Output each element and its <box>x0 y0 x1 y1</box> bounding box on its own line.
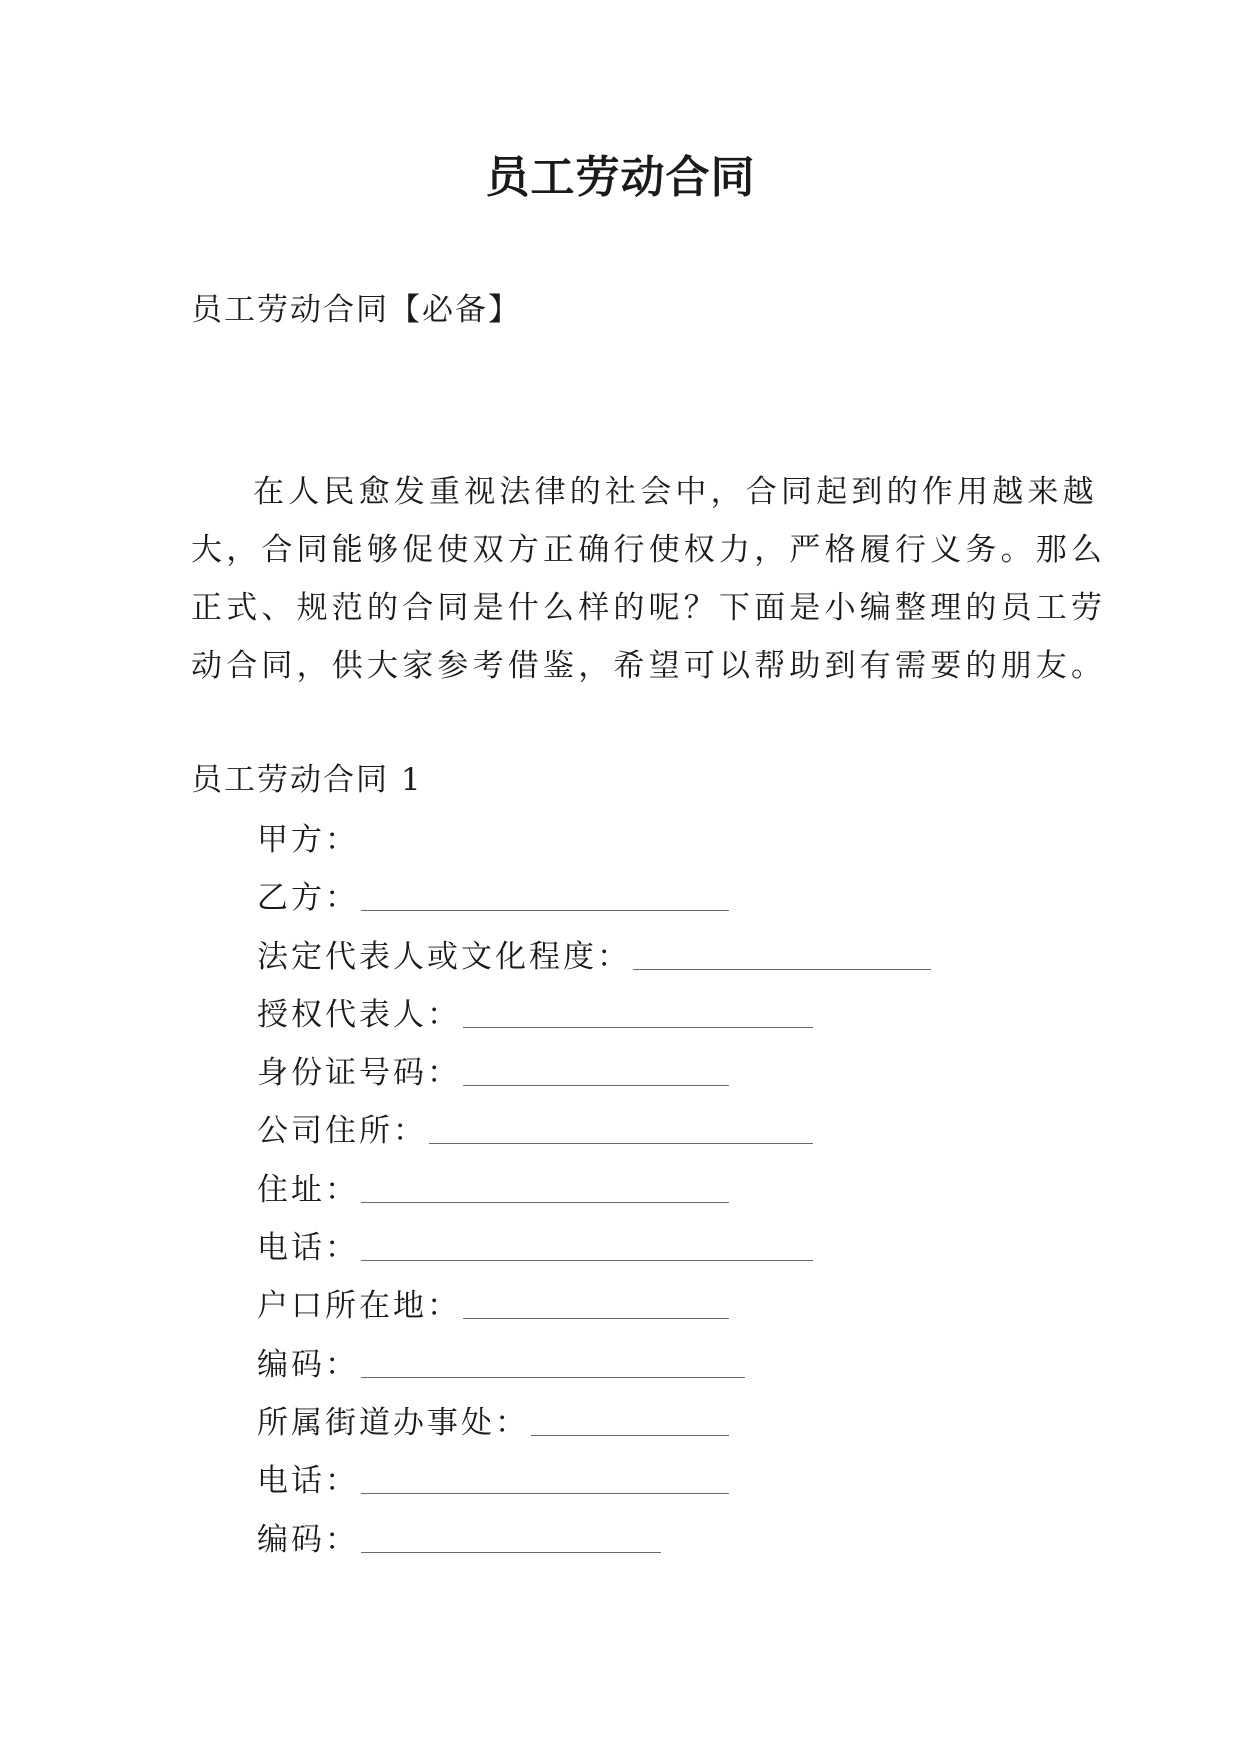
fill-in-blank[interactable] <box>361 1170 729 1203</box>
document-title: 员工劳动合同 <box>485 152 756 203</box>
fill-in-blank[interactable] <box>361 1345 745 1378</box>
field-authorized-representative <box>257 995 931 1053</box>
field-legal-representative <box>257 937 931 995</box>
field-subdistrict-office <box>257 1403 931 1461</box>
field-label: 甲方： <box>257 822 359 858</box>
field-company-address <box>257 1111 931 1169</box>
field-id-number <box>257 1053 931 1111</box>
fill-in-blank[interactable] <box>361 1461 729 1494</box>
contract-field-list <box>257 820 931 1578</box>
field-label: 授权代表人： <box>257 996 461 1033</box>
field-phone <box>257 1461 931 1519</box>
intro-line: 正式、规范的合同是什么样的呢？下面是小编整理的员工劳 <box>191 590 1107 626</box>
fill-in-blank[interactable] <box>429 1111 813 1144</box>
intro-paragraph <box>191 463 1107 695</box>
field-label: 编码： <box>257 1346 359 1383</box>
intro-line: 大，合同能够促使双方正确行使权力，严格履行义务。那么 <box>191 532 1107 568</box>
document-subtitle: 员工劳动合同【必备】 <box>191 292 521 328</box>
field-label: 法定代表人或文化程度： <box>257 938 631 975</box>
fill-in-blank[interactable] <box>361 1520 661 1553</box>
fill-in-blank[interactable] <box>633 937 931 970</box>
fill-in-blank[interactable] <box>361 878 729 911</box>
field-party-a <box>257 820 931 878</box>
fill-in-blank[interactable] <box>463 1053 729 1086</box>
field-label: 住址： <box>257 1171 359 1208</box>
field-label: 电话： <box>257 1230 359 1267</box>
field-party-b <box>257 878 931 936</box>
field-label: 所属街道办事处： <box>257 1404 529 1441</box>
field-phone <box>257 1228 931 1286</box>
section-heading: 员工劳动合同 1 <box>191 762 423 798</box>
fill-in-blank[interactable] <box>463 1286 729 1319</box>
field-postal-code <box>257 1520 931 1578</box>
intro-line: 动合同，供大家参考借鉴，希望可以帮助到有需要的朋友。 <box>191 648 1107 684</box>
field-address <box>257 1170 931 1228</box>
fill-in-blank[interactable] <box>531 1403 729 1436</box>
field-label: 公司住所： <box>257 1113 427 1150</box>
fill-in-blank[interactable] <box>361 1228 813 1261</box>
field-household-registration <box>257 1286 931 1344</box>
field-label: 编码： <box>257 1521 359 1558</box>
field-postal-code <box>257 1345 931 1403</box>
fill-in-blank[interactable] <box>463 995 813 1028</box>
intro-line: 在人民愈发重视法律的社会中，合同起到的作用越来越 <box>253 474 1098 510</box>
field-label: 户口所在地： <box>257 1288 461 1325</box>
field-label: 乙方： <box>257 880 359 917</box>
field-label: 电话： <box>257 1463 359 1500</box>
field-label: 身份证号码： <box>257 1055 461 1092</box>
